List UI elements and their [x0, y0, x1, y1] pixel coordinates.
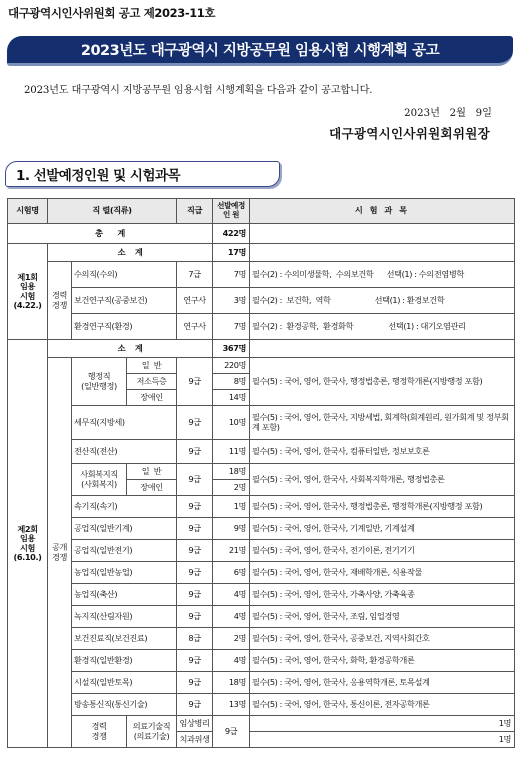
- exam1-subtotal-label: 소 계: [48, 244, 213, 262]
- table-row: [8, 496, 515, 518]
- exam2-subtotal-row: [8, 340, 515, 358]
- table-row: [8, 694, 515, 716]
- total-label: 총 계: [8, 224, 213, 244]
- exam1-subtotal-row: [8, 244, 515, 262]
- exam2-subtotal-empty: [250, 340, 515, 358]
- table-row: [8, 314, 515, 340]
- job-cell: 세무직(지방세): [72, 406, 177, 440]
- grade-cell: 9급: [177, 406, 213, 440]
- count-cell: 10명: [213, 406, 250, 440]
- subjects-cell: 필수(5) : 국어, 영어, 한국사, 통신이론, 전자공학개론: [250, 694, 515, 716]
- count-cell: 9명: [213, 518, 250, 540]
- exam2-subtotal: 367명: [213, 340, 250, 358]
- subjects-cell: 필수(5) : 국어, 영어, 한국사, 화학, 환경공학개론: [250, 650, 515, 672]
- grade-cell: 9급: [177, 464, 213, 496]
- job-cell: 보건진료직(보건진료): [72, 628, 177, 650]
- table-row: [8, 262, 515, 288]
- job-cell: 공업직(일반전기): [72, 540, 177, 562]
- grade-cell: 연구사: [177, 314, 213, 340]
- table-row: [8, 358, 515, 374]
- count-cell: 13명: [213, 694, 250, 716]
- count-cell: 220명: [213, 358, 250, 374]
- exam2-subtotal-label: 소 계: [48, 340, 213, 358]
- page-title: 2023년도 대구광역시 지방공무원 임용시험 시행계획 공고: [7, 36, 513, 66]
- job-cell: 전산직(전산): [72, 440, 177, 464]
- issuer-name: 대구광역시인사위원회위원장: [329, 126, 490, 141]
- subjects-cell: 필수(5) : 국어, 영어, 한국사, 지방세법, 회계학(회계원리, 원가회계 및 정부회계 포함): [250, 406, 515, 440]
- grade-cell: 9급: [177, 540, 213, 562]
- job-cell: 녹지직(산림자원): [72, 606, 177, 628]
- table-row: [8, 406, 515, 440]
- subjects-cell: 필수(5) : 국어, 영어, 한국사, 기계일반, 기계설계: [250, 518, 515, 540]
- table-row: [8, 584, 515, 606]
- intro-text: 2023년도 대구광역시 지방공무원 임용시험 시행계획을 다음과 같이 공고합니다.: [24, 85, 373, 96]
- grade-cell: 9급: [177, 440, 213, 464]
- job-cell: 속기직(속기): [72, 496, 177, 518]
- total-empty: [250, 224, 515, 244]
- subjects-cell: 필수(5) : 국어, 영어, 한국사, 컴퓨터일반, 정보보호론: [250, 440, 515, 464]
- table-row: [8, 518, 515, 540]
- subjects-cell: 필수(5) : 국어, 영어, 한국사, 가축사양, 가축육종: [250, 584, 515, 606]
- subjects-cell: 필수(5) : 국어, 영어, 한국사, 행정법총론, 행정학개론(지방행정 포함): [250, 496, 515, 518]
- subjects-cell: 필수(5) : 국어, 영어, 한국사, 응용역학개론, 토목설계: [250, 672, 515, 694]
- count-cell: 18명: [213, 464, 250, 480]
- count-cell: 21명: [213, 540, 250, 562]
- table-row: [8, 562, 515, 584]
- subjects-cell: 필수(2) : 보건학, 역학 선택(1) : 환경보건학: [250, 288, 515, 314]
- count-cell: 7명: [213, 314, 250, 340]
- job-cell: 수의직(수의): [72, 262, 177, 288]
- section-title: 1. 선발예정인원 및 시험과목: [5, 161, 280, 187]
- total-value: 422명: [213, 224, 250, 244]
- job-cell: 농업직(축산): [72, 584, 177, 606]
- job-cell: 공업직(일반기계): [72, 518, 177, 540]
- subjects-cell: 필수(5) : 국어, 영어, 한국사, 전기이론, 전기기기: [250, 540, 515, 562]
- count-cell: 18명: [213, 672, 250, 694]
- exam2-career-type: 경력 경쟁: [72, 716, 127, 748]
- total-row: [8, 224, 515, 244]
- exam1-subtotal: 17명: [213, 244, 250, 262]
- sub-category-cell: 치과위생: [177, 732, 213, 748]
- count-cell: 8명: [213, 374, 250, 390]
- header-subjects: 시 험 과 목: [250, 199, 515, 224]
- header-exam: 시험명: [8, 199, 48, 224]
- subjects-cell: 필수(2) : 환경공학, 환경화학 선택(1) : 대기오염관리: [250, 314, 515, 340]
- job-cell: 시설직(일반토목): [72, 672, 177, 694]
- count-cell: 2명: [213, 628, 250, 650]
- count-cell: 4명: [213, 584, 250, 606]
- subjects-cell: 필수(2) : 수의미생물학, 수의보건학 선택(1) : 수의전염병학: [250, 262, 515, 288]
- exam2-name: 제2회 임용 시험 (6.10.): [8, 340, 48, 748]
- job-cell: 의료기술직 (의료기술): [127, 716, 177, 748]
- exam2-open-type: 공개 경쟁: [48, 358, 72, 748]
- grade-cell: 9급: [177, 496, 213, 518]
- grade-cell: 9급: [177, 650, 213, 672]
- table-row: [8, 716, 515, 732]
- table-row: [8, 288, 515, 314]
- job-cell: 농업직(일반농업): [72, 562, 177, 584]
- table-row: [8, 440, 515, 464]
- header-job: 직 렬(직류): [48, 199, 177, 224]
- count-cell: 3명: [213, 288, 250, 314]
- sub-category-cell: 장애인: [127, 390, 177, 406]
- grade-cell: 9급: [177, 358, 213, 406]
- header-planned: 선발예정 인 원: [213, 199, 250, 224]
- exam-plan-table: [7, 198, 515, 748]
- table-row: [8, 628, 515, 650]
- grade-cell: 8급: [177, 628, 213, 650]
- subjects-cell: 필수(5) : 국어, 영어, 한국사, 행정법총론, 행정학개론(지방행정 포함): [250, 358, 515, 406]
- subjects-cell: 필수(5) : 국어, 영어, 한국사, 공중보건, 지역사회간호: [250, 628, 515, 650]
- grade-cell: 9급: [177, 584, 213, 606]
- subjects-cell: 필수(5) : 국어, 영어, 한국사, 조림, 임업경영: [250, 606, 515, 628]
- table-row: [8, 464, 515, 480]
- sub-category-cell: 저소득층: [127, 374, 177, 390]
- grade-cell: 9급: [213, 716, 250, 748]
- job-cell: 환경연구직(환경): [72, 314, 177, 340]
- grade-cell: 9급: [177, 518, 213, 540]
- job-cell: 행정직 (일반행정): [72, 358, 127, 406]
- subjects-cell: 필수(5) : 국어, 영어, 한국사, 재배학개론, 식용작물: [250, 562, 515, 584]
- grade-cell: 9급: [177, 606, 213, 628]
- count-cell: 11명: [213, 440, 250, 464]
- sub-category-cell: 임상병리: [177, 716, 213, 732]
- count-cell: 2명: [213, 480, 250, 496]
- exam1-name: 제1회 임용 시험 (4.22.): [8, 244, 48, 340]
- grade-cell: 9급: [177, 562, 213, 584]
- job-cell: 환경직(일반환경): [72, 650, 177, 672]
- announcement-date: 2023년 2월 9일: [404, 108, 492, 119]
- job-cell: 보건연구직(공중보건): [72, 288, 177, 314]
- count-cell: 1명: [250, 716, 515, 732]
- grade-cell: 9급: [177, 672, 213, 694]
- count-cell: 1명: [250, 732, 515, 748]
- exam1-type: 경력 경쟁: [48, 262, 72, 340]
- count-cell: 4명: [213, 650, 250, 672]
- subjects-cell: 필수(5) : 국어, 영어, 한국사, 사회복지학개론, 행정법총론: [250, 464, 515, 496]
- count-cell: 4명: [213, 606, 250, 628]
- count-cell: 6명: [213, 562, 250, 584]
- grade-cell: 7급: [177, 262, 213, 288]
- job-cell: 방송통신직(통신기술): [72, 694, 177, 716]
- table-row: [8, 606, 515, 628]
- grade-cell: 연구사: [177, 288, 213, 314]
- count-cell: 7명: [213, 262, 250, 288]
- count-cell: 1명: [213, 496, 250, 518]
- table-row: [8, 672, 515, 694]
- grade-cell: 9급: [177, 694, 213, 716]
- table-row: [8, 650, 515, 672]
- table-row: [8, 540, 515, 562]
- document-number: 대구광역시인사위원회 공고 제2023-11호: [8, 6, 216, 20]
- count-cell: 14명: [213, 390, 250, 406]
- sub-category-cell: 일 반: [127, 358, 177, 374]
- job-cell: 사회복지직 (사회복지): [72, 464, 127, 496]
- sub-category-cell: 장애인: [127, 480, 177, 496]
- header-grade: 직급: [177, 199, 213, 224]
- sub-category-cell: 일 반: [127, 464, 177, 480]
- exam1-subtotal-empty: [250, 244, 515, 262]
- table-header-row: [8, 199, 515, 224]
